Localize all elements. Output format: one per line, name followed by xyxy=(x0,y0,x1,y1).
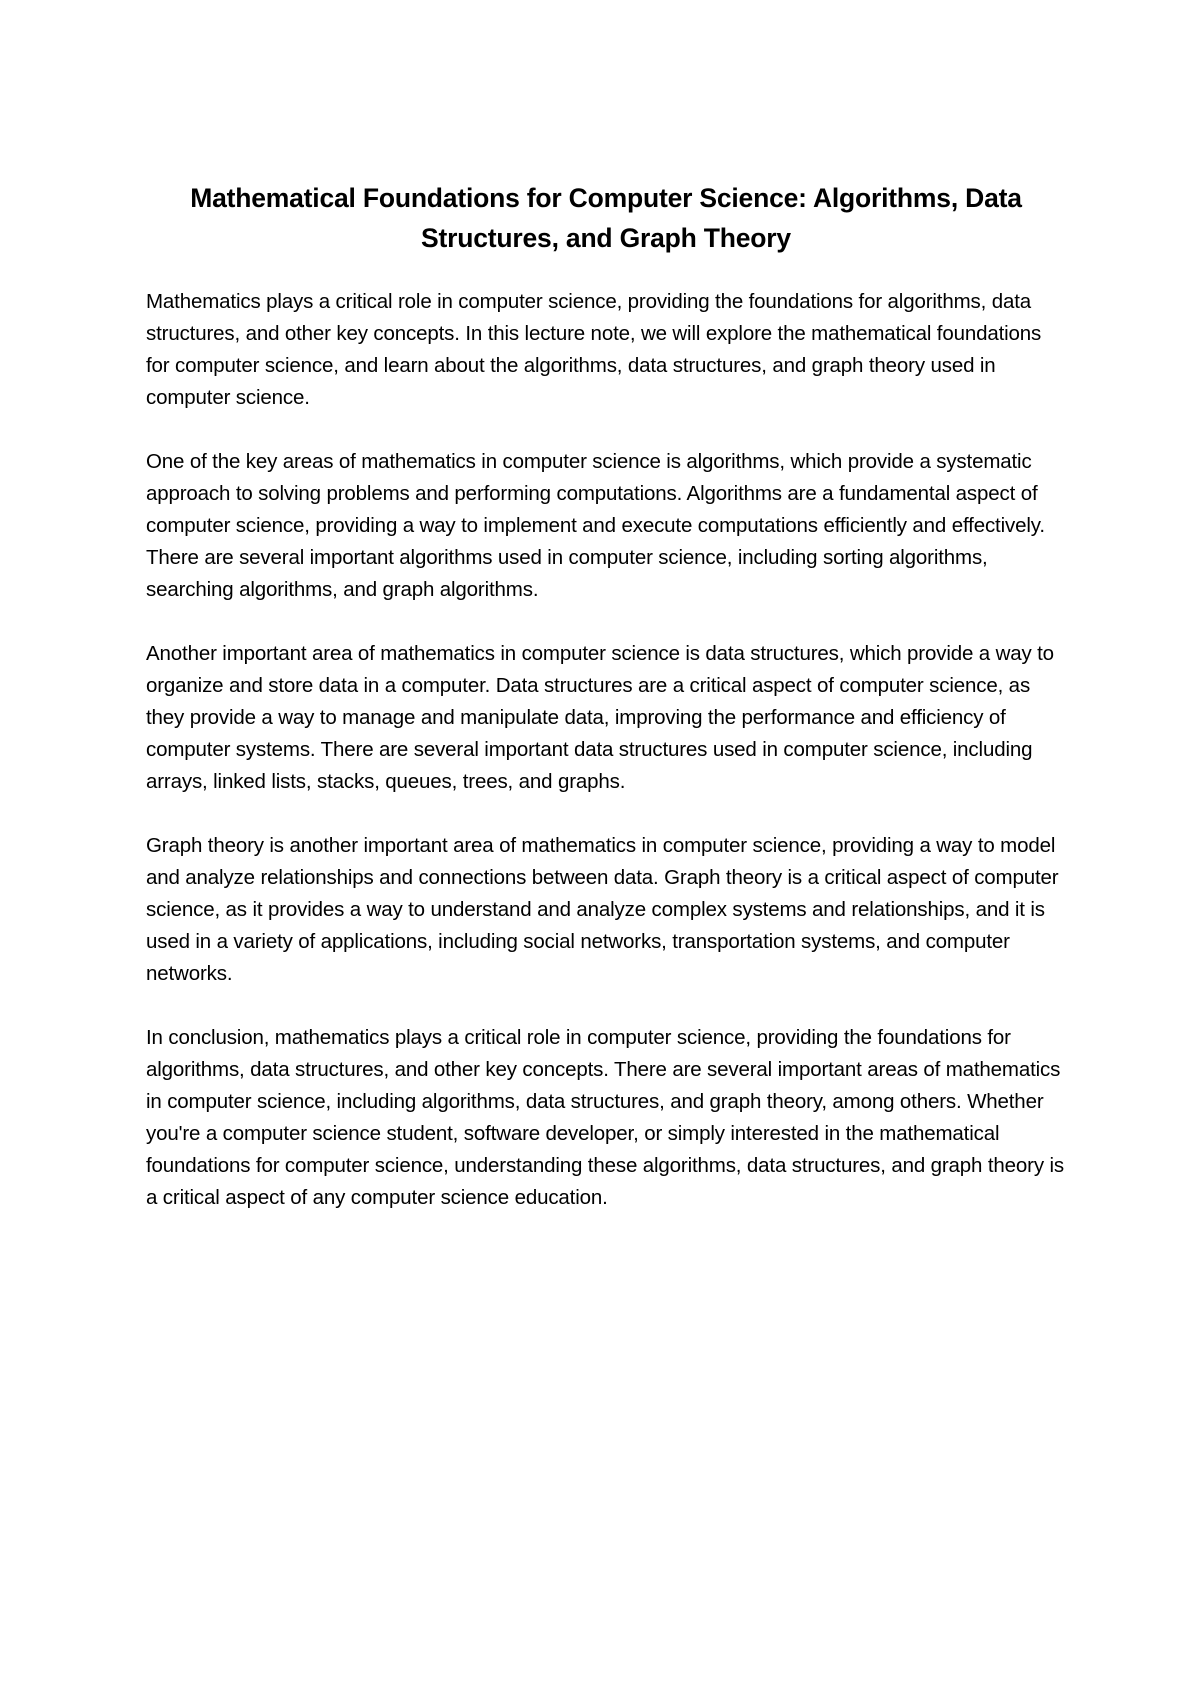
paragraph-graph-theory: Graph theory is another important area of mathematics in computer science, providing a way to model and analyze relationships and connections between data. Graph theory is a critical aspect of computer science, as it provides a way to understand and analyze complex systems and relationships, and it is used in a variety of applications, including social networks, transportation systems, and computer networks. xyxy=(146,834,1059,985)
document-title: Mathematical Foundations for Computer Science: Algorithms, Data Structures, and Graph Theory xyxy=(190,183,1022,253)
document-body xyxy=(146,178,1066,1246)
paragraph-conclusion: In conclusion, mathematics plays a critical role in computer science, providing the foundations for algorithms, data structures, and other key concepts. There are several important areas of mathematics in computer science, including algorithms, data structures, and graph theory, among others. Whether you're a computer science student, software developer, or simply interested in the mathematical foundations for computer science, understanding these algorithms, data structures, and graph theory is a critical aspect of any computer science education. xyxy=(146,1026,1064,1209)
paragraph-data-structures: Another important area of mathematics in computer science is data structures, which provide a way to organize and store data in a computer. Data structures are a critical aspect of computer science, as they provide a way to manage and manipulate data, improving the performance and efficiency of computer systems. There are several important data structures used in computer science, including arrays, linked lists, stacks, queues, trees, and graphs. xyxy=(146,642,1054,793)
paragraph-algorithms: One of the key areas of mathematics in computer science is algorithms, which provide a systematic approach to solving problems and performing computations. Algorithms are a fundamental aspect of computer science, providing a way to implement and execute computations efficiently and effectively. There are several important algorithms used in computer science, including sorting algorithms, searching algorithms, and graph algorithms. xyxy=(146,450,1045,601)
paragraph-introduction: Mathematics plays a critical role in computer science, providing the foundations for algorithms, data structures, and other key concepts. In this lecture note, we will explore the mathematical foundations for computer science, and learn about the algorithms, data structures, and graph theory used in computer science. xyxy=(146,290,1042,409)
